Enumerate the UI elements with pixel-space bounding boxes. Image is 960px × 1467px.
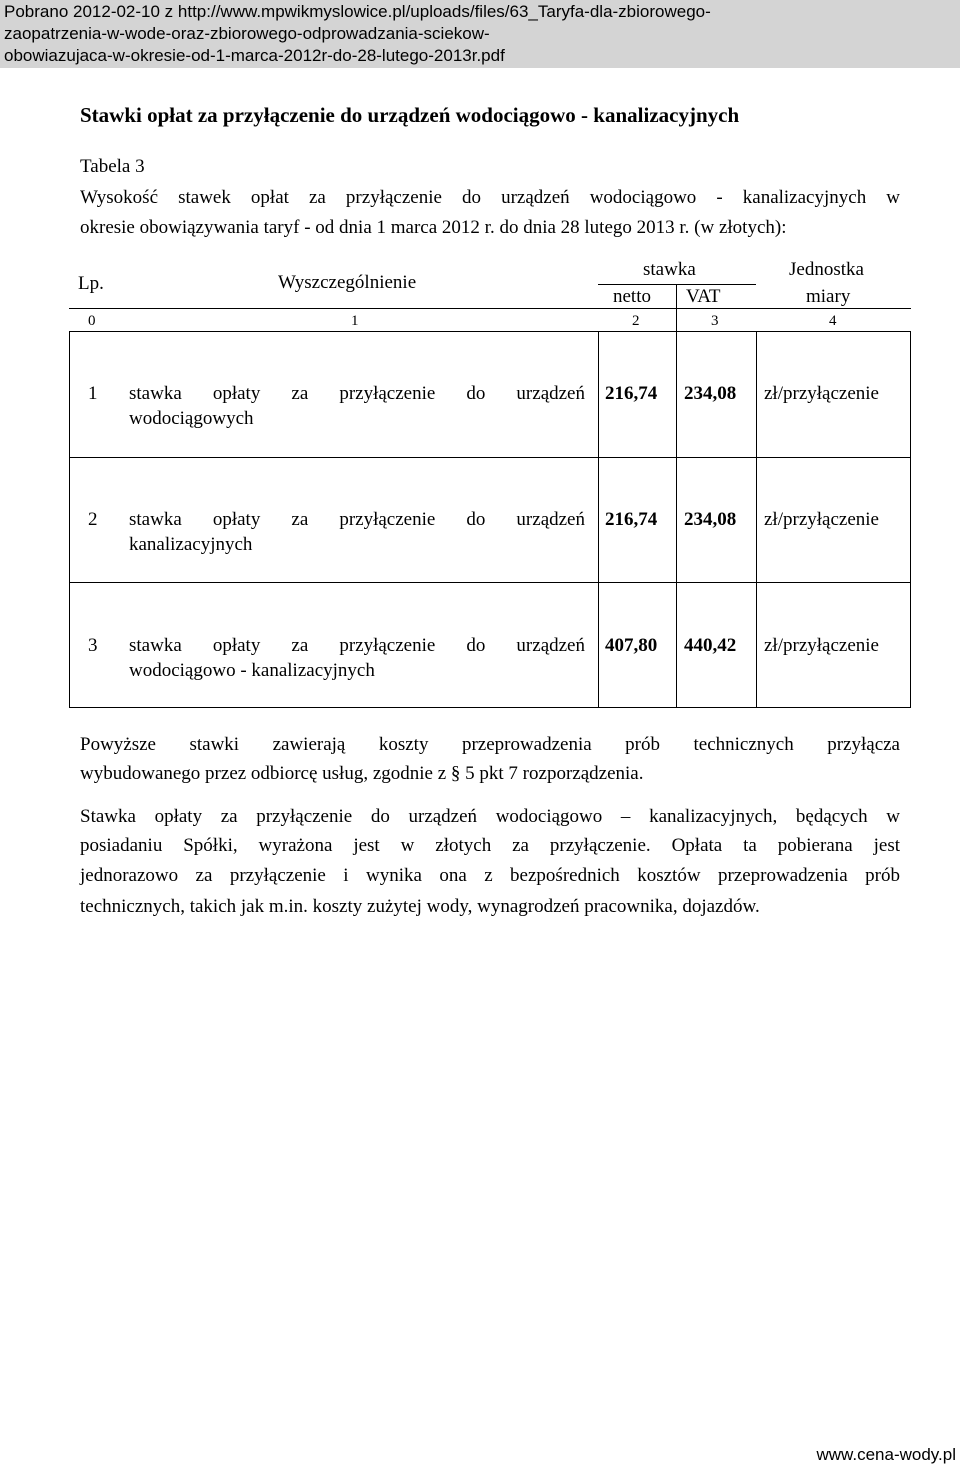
row-description: stawka opłaty za przyłączenie do urządzeń bbox=[129, 635, 585, 656]
paragraph-line: wybudowanego przez odbiorcę usług, zgodnie z § 5 pkt 7 rozporządzenia. bbox=[80, 763, 644, 784]
row-net: 216,74 bbox=[605, 383, 658, 404]
table-rule bbox=[69, 457, 911, 458]
intro-line: okresie obowiązywania taryf - od dnia 1 marca 2012 r. do dnia 28 lutego 2013 r. (w złotych): bbox=[80, 217, 787, 238]
header-lp: Lp. bbox=[78, 273, 104, 294]
table-rule bbox=[69, 308, 911, 309]
header-vat: VAT bbox=[686, 286, 721, 307]
table-rule bbox=[69, 582, 911, 583]
row-description: wodociągowo - kanalizacyjnych bbox=[129, 660, 375, 681]
footer-link[interactable]: www.cena-wody.pl bbox=[816, 1445, 956, 1464]
row-unit: zł/przyłączenie bbox=[764, 383, 879, 404]
source-header-line: obowiazujaca-w-okresie-od-1-marca-2012r-do-28-lutego-2013r.pdf bbox=[4, 46, 505, 65]
header-net: netto bbox=[613, 286, 651, 307]
row-lp: 3 bbox=[88, 635, 98, 656]
table-rule bbox=[676, 284, 677, 708]
paragraph-line: Powyższe stawki zawierają koszty przeprowadzenia prób technicznych przyłącza bbox=[80, 734, 900, 755]
row-vat: 234,08 bbox=[684, 383, 737, 404]
row-vat: 234,08 bbox=[684, 509, 737, 530]
table-rule bbox=[69, 331, 911, 332]
source-header bbox=[0, 0, 960, 68]
row-vat: 440,42 bbox=[684, 635, 737, 656]
document-heading: Stawki opłat za przyłączenie do urządzeń wodociągowo - kanalizacyjnych bbox=[80, 103, 740, 127]
paragraph-line: posiadaniu Spółki, wyrażona jest w złotych za przyłączenie. Opłata ta pobierana jest bbox=[80, 835, 900, 856]
header-unit: miary bbox=[806, 286, 851, 307]
table-rule bbox=[69, 331, 70, 708]
row-description: stawka opłaty za przyłączenie do urządzeń bbox=[129, 383, 585, 404]
paragraph-line: Stawka opłaty za przyłączenie do urządzeń wodociągowo – kanalizacyjnych, będących w bbox=[80, 806, 900, 827]
source-header-line: zaopatrzenia-w-wode-oraz-zbiorowego-odprowadzania-sciekow- bbox=[4, 24, 490, 43]
table-rule bbox=[910, 331, 911, 708]
column-number: 2 bbox=[632, 313, 640, 329]
column-number: 1 bbox=[351, 313, 359, 329]
paragraph-line: technicznych, takich jak m.in. koszty zużytej wody, wynagrodzeń pracownika, dojazdów. bbox=[80, 896, 760, 917]
table-label: Tabela 3 bbox=[80, 156, 145, 177]
row-description: kanalizacyjnych bbox=[129, 534, 253, 555]
row-net: 407,80 bbox=[605, 635, 658, 656]
column-number: 0 bbox=[88, 313, 96, 329]
paragraph-line: jednorazowo za przyłączenie i wynika ona z bezpośrednich kosztów przeprowadzenia prób bbox=[80, 865, 900, 886]
row-net: 216,74 bbox=[605, 509, 658, 530]
row-description: stawka opłaty za przyłączenie do urządzeń bbox=[129, 509, 585, 530]
header-unit: Jednostka bbox=[789, 259, 864, 280]
table-rule bbox=[598, 331, 599, 708]
source-header-line: Pobrano 2012-02-10 z http://www.mpwikmyslowice.pl/uploads/files/63_Taryfa-dla-zbiorowego- bbox=[4, 2, 711, 21]
row-unit: zł/przyłączenie bbox=[764, 635, 879, 656]
header-description: Wyszczególnienie bbox=[278, 272, 417, 293]
table-rule bbox=[756, 331, 757, 708]
intro-line: Wysokość stawek opłat za przyłączenie do urządzeń wodociągowo - kanalizacyjnych w bbox=[80, 187, 900, 208]
header-rate: stawka bbox=[643, 259, 696, 280]
row-lp: 2 bbox=[88, 509, 98, 530]
row-lp: 1 bbox=[88, 383, 98, 404]
row-unit: zł/przyłączenie bbox=[764, 509, 879, 530]
column-number: 4 bbox=[829, 313, 837, 329]
table-rule bbox=[69, 707, 911, 708]
row-description: wodociągowych bbox=[129, 408, 254, 429]
column-number: 3 bbox=[711, 313, 719, 329]
